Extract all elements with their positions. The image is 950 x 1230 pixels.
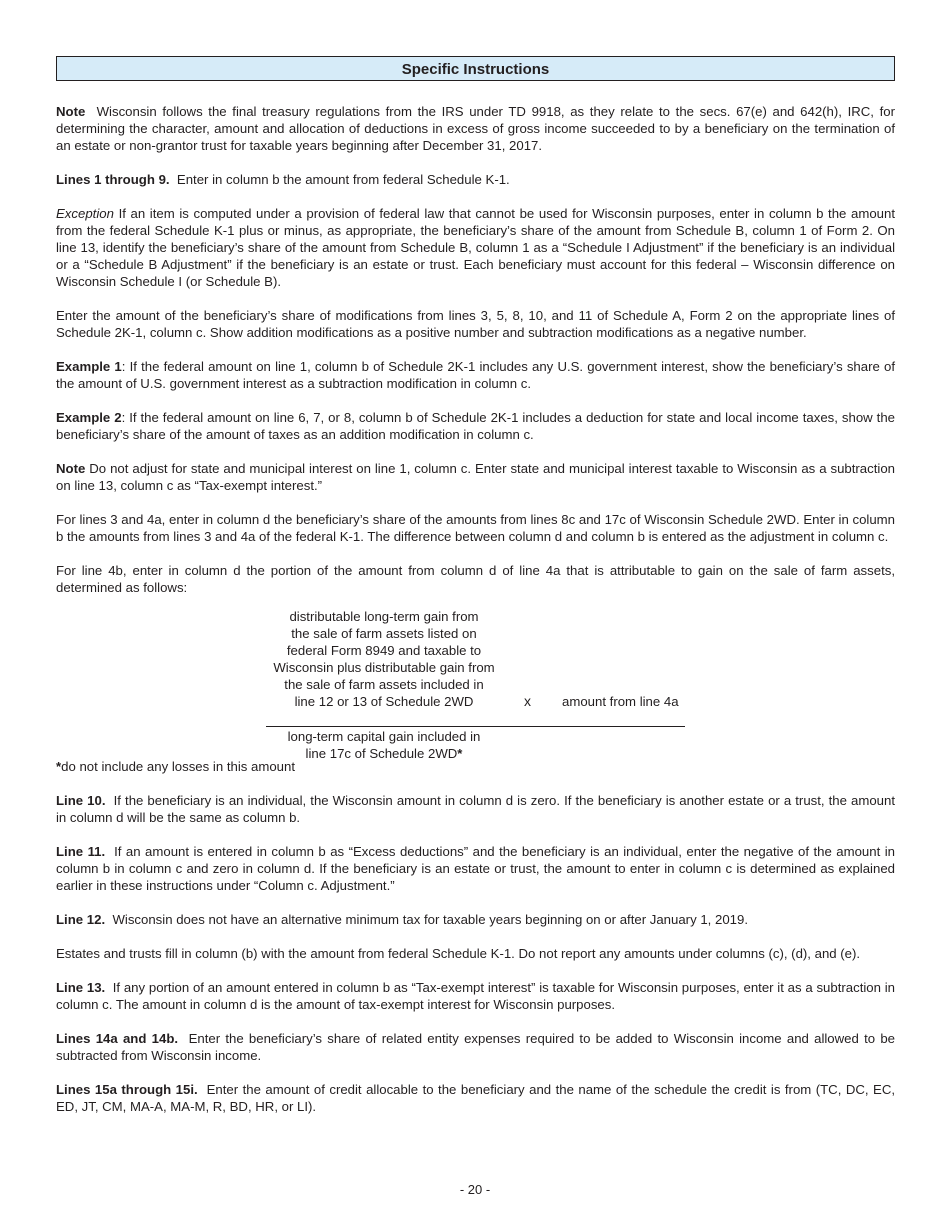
line-12-estates-paragraph [56,945,895,962]
line-12-estates-text: Estates and trusts fill in column (b) with the amount from federal Schedule K-1. Do not report any amounts under columns (c), (d), and (e). [56,946,861,961]
line-13-paragraph [56,979,895,1013]
section-header [56,56,895,81]
line-11-label: Line 11. [56,844,106,859]
numerator-line: distributable long-term gain from [289,609,479,624]
numerator-line: the sale of farm assets listed on [291,626,477,641]
exception-text: If an item is computed under a provision of federal law that cannot be used for Wisconsin purposes, enter in column b the amount from the federal Schedule K-1 plus or minus, as appropriate, the beneficiary’s share of the amount from Schedule B, column 1 of Form 2. On line 13, identify the beneficiary’s share of the amount from Schedule B, column 1 as a “Schedule I Adjustment” if the beneficiary is an individual or a “Schedule B Adjustment” if the beneficiary is an estate or trust. Each beneficiary must account for this federal – Wisconsin difference on Wisconsin Schedule I (or Schedule B). [56,206,895,289]
note-2-text: Do not adjust for state and municipal interest on line 1, column c. Enter state and municipal interest taxable to Wisconsin as a subtraction on line 13, column c as “Tax-exempt interest.” [56,461,896,493]
line-12-paragraph [56,911,895,928]
example-1-paragraph [56,358,895,392]
note-paragraph [56,103,895,154]
line-11-text: If an amount is entered in column b as “Excess deductions” and the beneficiary is an individual, enter the negative of the amount in column b in column c and zero in column d. If the beneficiary is an estate or trust, the amount to enter in column c is determined as explained earlier in these instructions under “Column c. Adjustment.” [56,844,895,893]
denominator-line: line 17c of Schedule 2WD* [305,746,463,761]
line-12-text: Wisconsin does not have an alternative minimum tax for taxable years beginning on or after January 1, 2019. [112,912,748,927]
instructions-page [56,56,895,1132]
note-2-label: Note [56,461,86,476]
line-12-label: Line 12. [56,912,106,927]
line-13-text: If any portion of an amount entered in column b as “Tax-exempt interest” is taxable for Wisconsin purposes, enter it as a subtraction in column c. The amount in column d is the amount of tax-exempt interest for Wisconsin purposes. [56,980,896,1012]
numerator-line: federal Form 8949 and taxable to [286,643,482,658]
line-13-label: Line 13. [56,980,106,995]
footnote-star: * [56,759,62,774]
footnote-text: do not include any losses in this amount [61,759,295,774]
example-1-label: Example 1 [56,359,122,374]
formula-numerator [266,608,502,710]
exception-paragraph [56,205,895,290]
formula-denominator [266,728,502,762]
line-10-paragraph [56,792,895,826]
note-2-paragraph [56,460,895,494]
modifications-paragraph [56,307,895,341]
lines-1-9-text: Enter in column b the amount from federal Schedule K-1. [176,172,510,187]
example-2-text: : If the federal amount on line 6, 7, or 8, column b of Schedule 2K-1 includes a deduction for state and local income taxes, show the beneficiary’s share of the amount of taxes as an addition modification in column c. [56,410,895,442]
line-4b-paragraph [56,562,895,596]
line-11-paragraph [56,843,895,894]
line-14-label: Lines 14a and 14b. [56,1031,179,1046]
note-text: Wisconsin follows the final treasury regulations from the IRS under TD 9918, as they relate to the secs. 67(e) and 642(h), IRC, for determining the character, amount and allocation of deductions in excess of gross income succeeded to by a beneficiary on the termination of an estate or non-grantor trust for taxable years beginning after December 31, 2017. [56,104,895,153]
lines-3-4a-paragraph [56,511,895,545]
example-1-text: : If the federal amount on line 1, column b of Schedule 2K-1 includes any U.S. government interest, show the beneficiary’s share of the amount of U.S. government interest as a subtraction modification in column c. [56,359,895,391]
lines-1-9-label: Lines 1 through 9. [56,172,170,187]
lines-1-9-paragraph [56,171,895,188]
page-number: - 20 - [459,1182,491,1197]
numerator-line: the sale of farm assets included in [284,677,484,692]
line-14-paragraph [56,1030,895,1064]
modifications-text: Enter the amount of the beneficiary’s share of modifications from lines 3, 5, 8, 10, and 11 of Schedule A, Form 2 on the appropriate lines of Schedule 2K-1, column c. Show addition modifications as a positive number and subtraction modifications as a negative number. [56,308,895,340]
numerator-line: line 12 or 13 of Schedule 2WD [294,694,474,709]
numerator-line: Wisconsin plus distributable gain from [273,660,495,675]
footnote-marker: * [457,746,463,761]
example-2-paragraph [56,409,895,443]
fraction-bar [266,726,685,727]
line-15-text: Enter the amount of credit allocable to the beneficiary and the name of the schedule the credit is from (TC, DC, EC, ED, JT, CM, MA-A, MA-M, R, BD, HR, or LI). [56,1082,896,1114]
denominator-line: long-term capital gain included in [287,729,481,744]
lines-3-4a-text: For lines 3 and 4a, enter in column d the beneficiary’s share of the amounts from lines 8c and 17c of Wisconsin Schedule 2WD. Enter in column b the amounts from lines 3 and 4a of the federal K-1. The difference between column d and column b is entered as the adjustment in column c. [56,512,895,544]
note-label: Note [56,104,86,119]
farm-gain-formula [56,608,895,761]
multiply-sign: x [524,693,531,709]
line-4b-text: For line 4b, enter in column d the portion of the amount from column d of line 4a that is attributable to gain on the sale of farm assets, determined as follows: [56,563,895,595]
line-10-text: If the beneficiary is an individual, the Wisconsin amount in column d is zero. If the beneficiary is another estate or a trust, the amount in column d will be the same as column b. [56,793,896,825]
section-title: Specific Instructions [401,61,550,78]
line-15-label: Lines 15a through 15i. [56,1082,198,1097]
line-14-text: Enter the beneficiary’s share of related entity expenses required to be added to Wisconsin income and allowed to be subtracted from Wisconsin income. [56,1031,896,1063]
line-10-label: Line 10. [56,793,106,808]
exception-label: Exception [56,206,114,221]
line-15-paragraph [56,1081,895,1115]
example-2-label: Example 2 [56,410,122,425]
formula-amount: amount from line 4a [562,694,679,709]
